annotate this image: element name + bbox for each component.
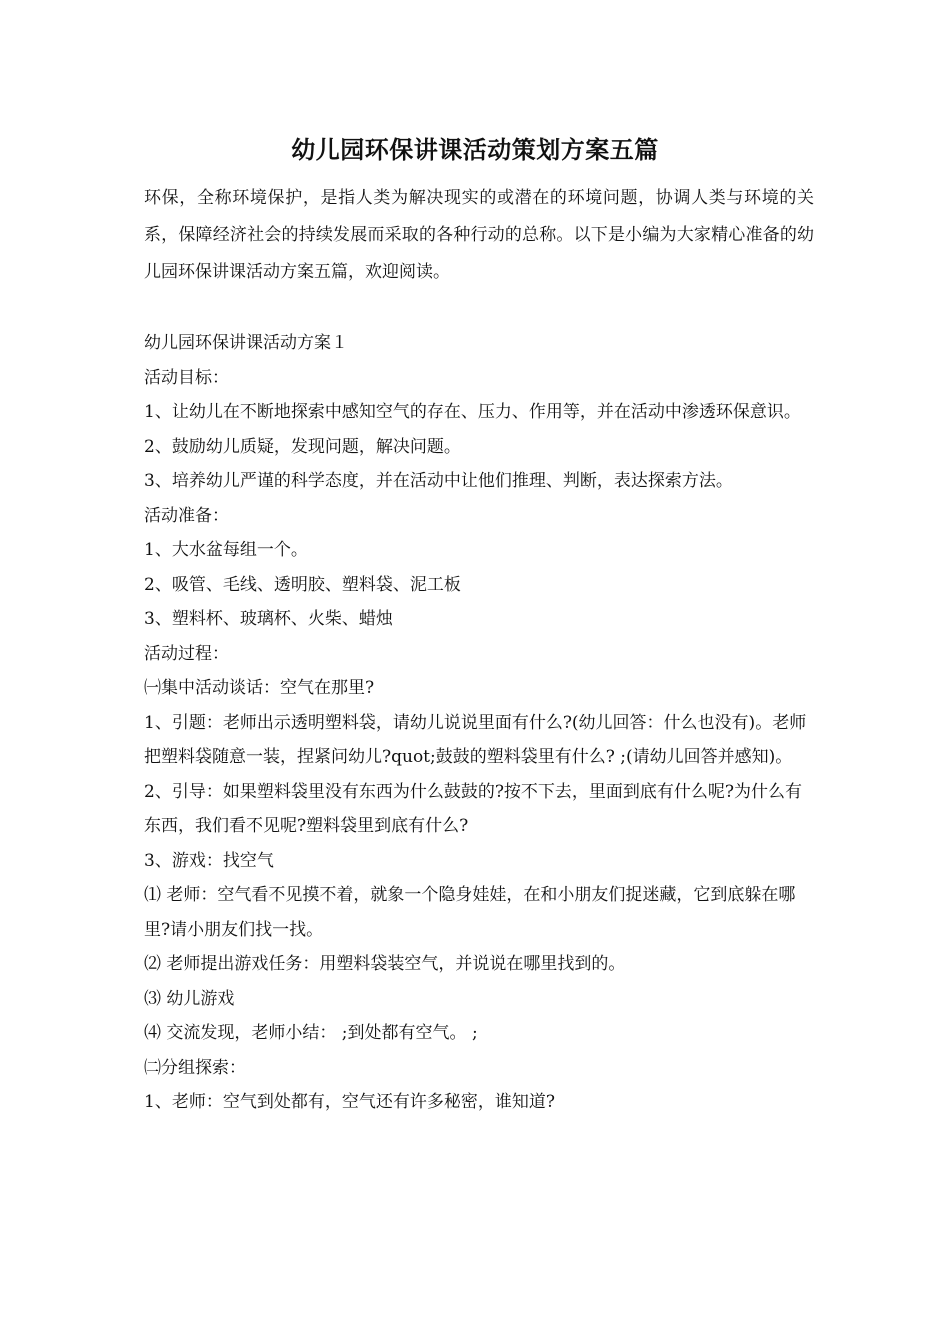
paragraph: 3、游戏：找空气 [144, 850, 274, 871]
document-title: 幼儿园环保讲课活动策划方案五篇 [291, 135, 659, 164]
paragraph: 2、吸管、毛线、透明胶、塑料袋、泥工板 [144, 574, 461, 595]
paragraph: ⑴ 老师：空气看不见摸不着，就象一个隐身娃娃，在和小朋友们捉迷藏，它到底躲在哪里?请小朋友们找一找。 [144, 885, 796, 940]
subheading-preparation: 活动准备： [144, 505, 229, 526]
paragraph: 1、让幼儿在不断地探索中感知空气的存在、压力、作用等，并在活动中渗透环保意识。 [144, 402, 801, 422]
paragraph: 1、引题：老师出示透明塑料袋，请幼儿说说里面有什么?(幼儿回答：什么也没有)。老师把塑料袋随意一装，捏紧问幼儿?quot;鼓鼓的塑料袋里有什么? ;(请幼儿回答并感知)。 [144, 712, 807, 767]
paragraph: 3、培养幼儿严谨的科学态度，并在活动中让他们推理、判断，表达探索方法。 [144, 471, 733, 491]
paragraph: ㈡分组探索： [144, 1057, 246, 1078]
paragraph: 2、引导：如果塑料袋里没有东西为什么鼓鼓的?按不下去，里面到底有什么呢?为什么有东西，我们看不见呢?塑料袋里到底有什么? [144, 781, 803, 836]
paragraph: 1、大水盆每组一个。 [144, 540, 308, 560]
subheading-goals: 活动目标： [144, 367, 229, 388]
document-body [144, 326, 814, 1120]
intro-text: 环保，全称环境保护，是指人类为解决现实的或潜在的环境问题，协调人类与环境的关系，保障经济社会的持续发展而采取的各种行动的总称。以下是小编为大家精心准备的幼儿园环保讲课活动方案五篇，欢迎阅读。 [144, 188, 814, 282]
paragraph: 2、鼓励幼儿质疑，发现问题，解决问题。 [144, 436, 461, 457]
paragraph: 3、塑料杯、玻璃杯、火柴、蜡烛 [144, 609, 393, 629]
paragraph: 1、老师：空气到处都有，空气还有许多秘密，谁知道? [144, 1092, 555, 1112]
paragraph: ⑷ 交流发现，老师小结： ;到处都有空气。 ; [144, 1023, 478, 1043]
subheading-process: 活动过程： [144, 643, 229, 664]
section-heading: 幼儿园环保讲课活动方案１ [144, 333, 348, 353]
intro-paragraph [144, 180, 814, 291]
paragraph: ⑶ 幼儿游戏 [144, 988, 235, 1009]
paragraph: ㈠集中活动谈话：空气在那里? [144, 678, 375, 698]
paragraph: ⑵ 老师提出游戏任务：用塑料袋装空气，并说说在哪里找到的。 [144, 954, 626, 974]
